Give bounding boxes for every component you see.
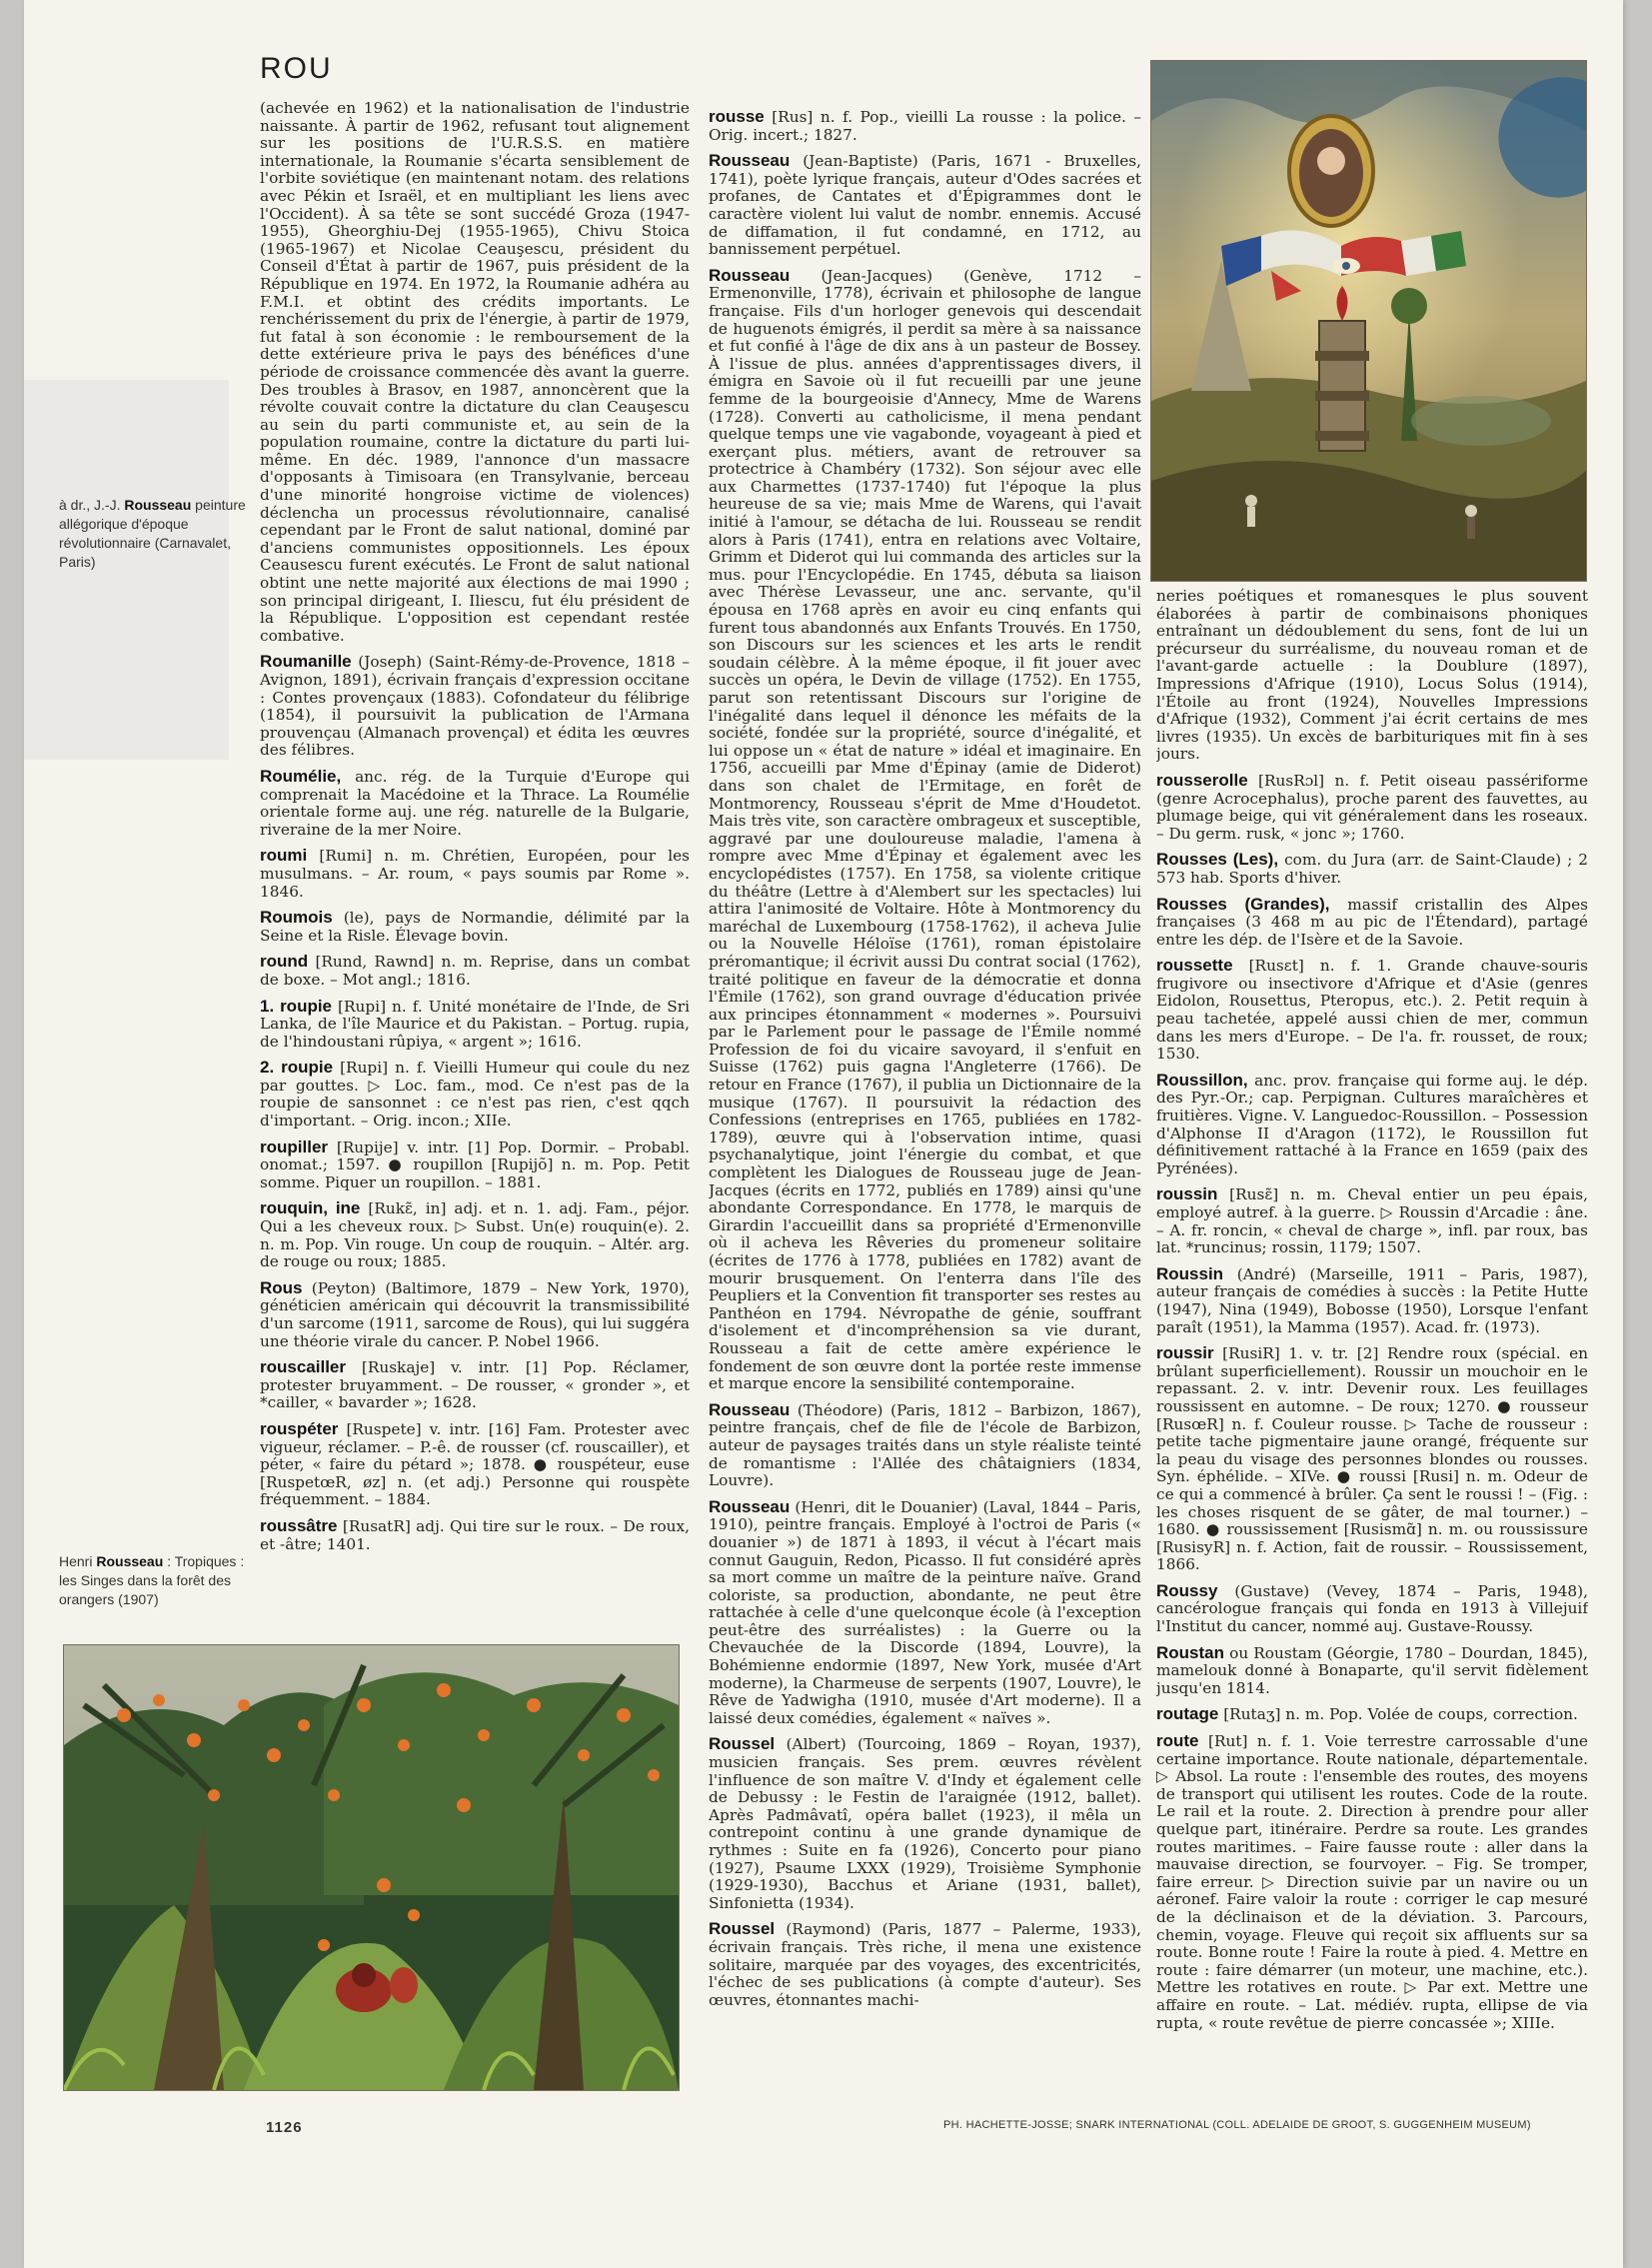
dictionary-entry xyxy=(709,108,1141,144)
entry-definition: (Jean-Jacques) (Genève, 1712 – Ermenonville, 1778), écrivain et philosophe de langue française. Fils d'un horloger genevois qui descendait de huguenots émigrés, il perdit sa mère à sa naissance et fut confié à l'âge de dix ans à un pasteur de Bossey. À l'issue de plus. années d'apprentissages divers, il émigra en Savoie où il fut recueilli par une jeune femme de la bourgeoisie d'Annecy, Mme de Warens (1728). Converti au catholicisme, il mena pendant quelque temps une vie vagabonde, voyageant à pied et exerçant plus. métiers, avant de retrouver sa protectrice à Chambéry (1732). Son séjour avec elle aux Charmettes (1737-1740) fut l'époque la plus heureuse de sa vie; mais Mme de Warens, qui l'avait initié à l'amour, se détacha de lui. Rousseau se rendit alors à Paris (1741), entra en relations avec Voltaire, Grimm et Diderot qui lui commanda des articles sur la mus. pour l'Encyclopédie. En 1745, débuta sa liaison avec Thérèse Levasseur, une anc. servante, qu'il épousa en 1768 après en avoir eu cinq enfants qui furent tous abandonnés aux Enfants Trouvés. En 1750, son Discours sur les sciences et les arts le rendit soudain célèbre. À la même époque, il fit jouer avec succès un opéra, le Devin de village (1752). En 1755, parut son retentissant Discours sur l'origine de l'inégalité dans lequel il dénonce les méfaits de la société, fondée sur la propriété, source d'inégalité, et lui oppose un « état de nature » idéal et imaginaire. En 1756, accueilli par Mme d'Épinay (amie de Diderot) dans son chalet de l'Ermitage, en forêt de Montmorency, Rousseau s'éprit de Mme d'Houdetot. Mais très vite, son caractère ombrageux et susceptible, aggravé par une douloureuse maladie, l'amena à rompre avec Mme d'Épinay et également avec les encyclopédistes (1757). En 1758, sa violente critique du théâtre (Lettre à d'Alembert sur les spectacles) lui attira l'animosité de Voltaire. Hôte à Montmorency du maréchal de Luxembourg (1758-1762), il acheva Julie ou la Nouvelle Héloïse (1761), roman épistolaire préromantique; il écrivit aussi Du contrat social (1762), traité politique en faveur de la démocratie et donna l'Émile (1762), son grand ouvrage d'éducation privée aux principes étonnamment « modernes ». Poursuivi par le Parlement pour le passage de l'Émile nommé Profession de foi du vicaire savoyard, il s'enfuit en Suisse (1762) puis gagna l'Angleterre (1766). De retour en France (1767), il publia un Dictionnaire de la musique (1767). Il poursuivit la rédaction des Confessions (entreprises en 1765, publiées en 1782-1789), œuvre qui à l'observation intime, quasi psychanalytique, joint l'énergie du combat, et que complètent les Dialogues de Rousseau juge de Jean-Jacques (écrits en 1772, publiés en 1789) ainsi qu'une abondante Correspondance. En 1778, le marquis de Girardin l'accueillit dans sa propriété d'Ermenonville où il acheva les Rêveries du promeneur solitaire (écrites de 1776 à 1778, publiées en 1782) avant de mourir brusquement. On l'enterra dans l'île des Peupliers et la Convention fit transporter ses restes au Panthéon en 1794. Névropathe de génie, souffrant d'isolement et d'incompréhension sa vie durant, Rousseau a fait de cette amère expérience le fondement de son œuvre dont la portée reste immense et marque encore la sensibilité contemporaine. xyxy=(709,266,1141,1393)
entry-definition: [Rumi] n. m. Chrétien, Européen, pour les musulmans. – Ar. roum, « pays soumis par Rome ». 1846. xyxy=(260,847,690,901)
text-column-1 xyxy=(260,100,690,1639)
entry-definition: [Rusɛt] n. f. 1. Grande chauve-souris frugivore ou insectivore d'Afrique et d'Asie (genres Eidolon, Rousettus, Pteropus, etc.). 2. Petit requin à peau tachetée, appelé aussi chien de mer, commun dans les mers d'Europe. – De l'a. fr. rousset, de roux; 1530. xyxy=(1156,957,1588,1064)
dictionary-entry xyxy=(260,653,690,760)
entry-definition: [Ruskaje] v. intr. [1] Pop. Réclamer, protester bruyamment. – De rousser, « gronder », et *cailler, « bavarder »; 1628. xyxy=(260,1358,690,1412)
dictionary-entry xyxy=(1156,1344,1588,1574)
entry-headword: roussette xyxy=(1156,956,1233,976)
entry-headword: roussâtre xyxy=(260,1515,338,1535)
dictionary-entry xyxy=(1156,1705,1588,1724)
dictionary-entry xyxy=(260,1059,690,1130)
dictionary-entry xyxy=(1156,1644,1588,1698)
entry-definition: com. du Jura (arr. de Saint-Claude) ; 2 573 hab. Sports d'hiver. xyxy=(1156,851,1588,887)
photo-credit: PH. HACHETTE-JOSSE; SNARK INTERNATIONAL (COLL. ADELAIDE DE GROOT, S. GUGGENHEIM MUSEUM) xyxy=(943,2119,1531,2131)
entry-definition: [Ruspete] v. intr. [16] Fam. Protester avec vigueur, réclamer. – P.-ê. de rousser (cf. rouscailler), et péter, « faire du pétard »; 1878. ● rouspéteur, euse [RuspetœR, øz] n. (et adj.) Personne qui rouspète fréquemment. – 1884. xyxy=(260,1419,690,1509)
dictionary-entry xyxy=(260,847,690,901)
page-number: 1126 xyxy=(266,2119,303,2136)
entry-definition: (Albert) (Tourcoing, 1869 – Royan, 1937), musicien français. Ses prem. œuvres révèlent l'influence de son maître V. d'Indy et également celle de Debussy : le Festin de l'araignée (1912, ballet). Après Padmâvatî, opéra ballet (1923), il mêla un contrepoint continu à une grande dynamique de rythmes : Suite en fa (1926), Concerto pour piano (1927), Psaume LXXX (1929), Troisième Symphonie (1929-1930), Bacchus et Ariane (1931, ballet), Sinfonietta (1934). xyxy=(709,1735,1141,1912)
dictionary-entry xyxy=(709,1920,1141,2009)
caption-rest: peinture allégorique d'époque révolutionnaire (Carnavalet, Paris) xyxy=(59,497,246,570)
jungle-painting-art xyxy=(64,1645,679,2090)
dictionary-entry xyxy=(260,953,690,989)
dictionary-page xyxy=(24,0,1623,2268)
entry-headword: Roumanille xyxy=(260,652,352,672)
dictionary-entry xyxy=(1156,957,1588,1064)
dictionary-entry xyxy=(1156,588,1588,764)
entry-headword: routage xyxy=(1156,1704,1219,1724)
dictionary-entry xyxy=(1156,851,1588,887)
entry-headword: Rousseau xyxy=(709,151,791,171)
dictionary-entry xyxy=(709,1735,1141,1912)
dictionary-entry xyxy=(260,1279,690,1350)
allegorical-painting-rousseau xyxy=(1150,60,1587,582)
entry-definition: [Rutaʒ] n. m. Pop. Volée de coups, correction. xyxy=(1223,1705,1578,1724)
entry-definition: [Rus] n. f. Pop., vieilli La rousse : la police. – Orig. incert.; 1827. xyxy=(709,108,1141,144)
entry-definition: (Gustave) (Vevey, 1874 – Paris, 1948), cancérologue français qui fonda en 1913 à Villejuif l'Institut du cancer, nommé auj. Gustave-Roussy. xyxy=(1156,1581,1588,1636)
caption-bottom-image xyxy=(59,1552,264,1609)
entry-definition: (Joseph) (Saint-Rémy-de-Provence, 1818 – Avignon, 1891), écrivain français d'expression occitane : Contes provençaux (1883). Cofondateur du félibrige (1854), il poursuivit la publication de l'Armana prouvençau (Almanach provençal) et édita les œuvres des félibres. xyxy=(260,653,690,760)
entry-definition: [RusRɔl] n. f. Petit oiseau passériforme (genre Acrocephalus), proche parent des fauvettes, au plumage beige, qui vit généralement dans les roseaux. – Du germ. rusk, « jonc »; 1760. xyxy=(1156,771,1588,843)
entry-headword: 1. roupie xyxy=(260,996,333,1016)
entry-headword: roussir xyxy=(1156,1343,1214,1363)
dictionary-entry xyxy=(1156,1732,1588,2032)
dictionary-entry xyxy=(260,1199,690,1270)
entry-definition: anc. rég. de la Turquie d'Europe qui comprenait la Macédoine et la Thrace. La Roumélie orientale forme auj. une rég. naturelle de la Bulgarie, riveraine de la mer Noire. xyxy=(260,767,690,839)
entry-definition: massif cristallin des Alpes françaises (3 468 m au pic de l'Étendard), partagé entre les dép. de l'Isère et de la Savoie. xyxy=(1156,895,1588,949)
dictionary-entry xyxy=(709,152,1141,259)
entry-definition: neries poétiques et romanesques le plus souvent élaborées à partir de combinaisons phoniques entraînant un dédoublement du sens, font de lui un précurseur du surréalisme, du nouveau roman et de l'avant-garde actuelle : la Doublure (1897), Impressions d'Afrique (1910), Locus Solus (1914), l'Étoile au front (1924), Nouvelles Impressions d'Afrique (1932), Comment j'ai écrit certains de mes livres (1935). Un excès de barbituriques mit fin à ses jours. xyxy=(1156,588,1588,764)
caption-prefix: Henri xyxy=(59,1553,93,1569)
entry-definition: (Henri, dit le Douanier) (Laval, 1844 – Paris, 1910), peintre français. Employé à l'octroi de Paris (« douanier ») de 1871 à 1893, il vécut à l'écart mais connut Gauguin, Redon, Picasso. Il fut considéré après sa mort comme un maître de la peinture naïve. Grand coloriste, sa production, abondante, ne peut être rattachée à celle d'une quelconque école (à l'exception peut-être des surréalistes) : la Guerre ou la Chevauchée de la Discorde (1894, Louvre), la Bohémienne endormie (1897, New York, musée d'Art moderne), la Charmeuse de serpents (1907, Louvre), le Rêve de Yadwigha (1910, musée d'Art moderne). Il a laissé deux comédies, également « naïves ». xyxy=(709,1497,1141,1727)
entry-headword: rouspéter xyxy=(260,1418,339,1438)
entry-headword: Roussillon, xyxy=(1156,1070,1248,1090)
entry-headword: 2. roupie xyxy=(260,1058,334,1078)
entry-headword: rousserolle xyxy=(1156,770,1248,790)
entry-definition: [RusiR] 1. v. tr. [2] Rendre roux (spécial. en brûlant superficiellement). Roussir un mouchoir en le repassant. 2. v. intr. Devenir roux. Les feuillages roussissent en automne. – De roux; 1270. ● rousseur [RusœR] n. f. Couleur rousse. ▷ Tache de rousseur : petite tache pigmentaire jaune orangé, fréquente sur la peau du visage des personnes blondes ou rousses. Syn. éphélide. – XIVe. ● roussi [Rusi] n. m. Odeur de ce qui a commencé à brûler. Ça sent le roussi ! – (Fig. : les choses risquent de se gâter, de mal tourner.) – 1680. ● roussissement [Rusismɑ̃] n. m. ou roussissure [RusisyR] n. f. Action, fait de roussir. – Roussissement, 1866. xyxy=(1156,1344,1588,1574)
entry-headword: route xyxy=(1156,1731,1199,1751)
dictionary-entry xyxy=(260,1138,690,1192)
entry-headword: roupiller xyxy=(260,1136,329,1156)
entry-headword: Roussin xyxy=(1156,1263,1224,1283)
entry-headword: Rousseau xyxy=(709,1399,791,1419)
entry-headword: Roussel xyxy=(709,1734,776,1754)
entry-headword: Rousses (Grandes), xyxy=(1156,894,1330,914)
dictionary-entry xyxy=(260,909,690,945)
entry-definition: [RusatR] adj. Qui tire sur le roux. – De roux, et -âtre; 1401. xyxy=(260,1516,690,1553)
entry-definition: [Rupi] n. f. Unité monétaire de l'Inde, de Sri Lanka, de l'île Maurice et du Pakistan. – Portug. rupia, de l'hindoustani rûpiya, « argent »; 1616. xyxy=(260,997,690,1051)
running-head: ROU xyxy=(260,52,333,85)
entry-headword: rouquin, ine xyxy=(260,1198,361,1218)
caption-name: Rousseau xyxy=(124,497,192,513)
caption-prefix: à dr., J.-J. xyxy=(59,497,121,513)
dictionary-entry xyxy=(260,1420,690,1509)
jungle-painting-henri-rousseau xyxy=(63,1644,680,2091)
entry-headword: Rousses (Les), xyxy=(1156,850,1279,870)
allegorical-painting-art xyxy=(1151,61,1586,581)
entry-definition: (le), pays de Normandie, délimité par la Seine et la Risle. Élevage bovin. xyxy=(260,909,690,945)
entry-definition: ou Roustam (Géorgie, 1780 – Dourdan, 1845), mamelouk donné à Bonaparte, qu'il servit fidèlement jusqu'en 1814. xyxy=(1156,1643,1588,1697)
entry-headword: roussin xyxy=(1156,1184,1218,1204)
entry-headword: Roumois xyxy=(260,908,333,928)
dictionary-entry xyxy=(709,1498,1141,1728)
dictionary-entry xyxy=(1156,1072,1588,1178)
entry-definition: (Théodore) (Paris, 1812 – Barbizon, 1867), peintre français, chef de file de l'école de Barbizon, auteur de paysages traités dans un style réaliste teinté de romantisme : l'Allée des châtaigniers (1834, Louvre). xyxy=(709,1400,1141,1490)
text-column-3 xyxy=(1156,588,1588,2107)
entry-headword: rousse xyxy=(709,107,765,126)
entry-headword: Rousseau xyxy=(709,1496,791,1516)
dictionary-entry xyxy=(260,1358,690,1412)
entry-headword: Rousseau xyxy=(709,265,791,285)
entry-definition: [Rusɛ̃] n. m. Cheval entier un peu épais, employé autref. à la guerre. ▷ Roussin d'Arcadie : âne. – A. fr. roncin, « cheval de charge », infl. par roux, bas lat. *runcinus; rossin, 1179; 1507. xyxy=(1156,1185,1588,1257)
dictionary-entry xyxy=(1156,896,1588,950)
dictionary-entry xyxy=(1156,772,1588,843)
dictionary-entry xyxy=(1156,1582,1588,1636)
dictionary-entry xyxy=(260,768,690,839)
dictionary-entry xyxy=(1156,1185,1588,1256)
dictionary-entry xyxy=(260,998,690,1052)
dictionary-entry xyxy=(260,100,690,645)
entry-headword: Roussel xyxy=(709,1919,776,1939)
caption-rest: : Tropiques : les Singes dans la forêt des orangers (1907) xyxy=(59,1553,245,1607)
entry-definition: (Raymond) (Paris, 1877 – Palerme, 1933), écrivain français. Très riche, il mena une existence solitaire, marquée par des voyages, des excentricités, l'échec de ses publications (à compte d'auteur). Ses œuvres, étonnantes machi- xyxy=(709,1920,1141,2009)
dictionary-entry xyxy=(709,267,1141,1393)
entry-definition: [Rupi] n. f. Vieilli Humeur qui coule du nez par gouttes. ▷ Loc. fam., mod. Ce n'est pas de la roupie de sansonnet : ce n'est pas rien, c'est qqch d'important. – Orig. incon.; XIIe. xyxy=(260,1059,690,1131)
dictionary-entry xyxy=(260,1517,690,1553)
entry-definition: [Rund, Rawnd] n. m. Reprise, dans un combat de boxe. – Mot angl.; 1816. xyxy=(260,953,690,989)
entry-headword: round xyxy=(260,952,309,972)
caption-name: Rousseau xyxy=(96,1553,164,1569)
entry-definition: [Rupije] v. intr. [1] Pop. Dormir. – Probabl. onomat.; 1597. ● roupillon [Rupijõ] n. m. Pop. Petit somme. Piquer un roupillon. – 1881. xyxy=(260,1137,690,1191)
entry-definition: [Rut] n. f. 1. Voie terrestre carrossable d'une certaine importance. Route nationale, départementale. ▷ Absol. La route : l'ensemble des routes, des moyens de transport qui utilisent les routes. Code de la route. Le rail et la route. 2. Direction à prendre pour aller quelque part, itinéraire. Perdre sa route. Les grandes routes maritimes. – Faire fausse route : aller dans la mauvaise direction, se fourvoyer. – Fig. Se tromper, faire erreur. ▷ Direction suivie par un navire ou un aéronef. Faire valoir la route : corriger le cap mesuré de la déclinaison et de la déviation. 3. Parcours, chemin, voyage. Fleuve qui reçoit six affluents sur sa route. Bonne route ! Faire la route à pied. 4. Mettre en route : faire démarrer (un moteur, une machine, etc.). Mettre les rotatives en route. ▷ Par ext. Mettre une affaire en route. – Lat. médiév. rupta, ellipse de via rupta, « route revêtue de pierre concassée »; XIIIe. xyxy=(1156,1732,1588,2032)
entry-headword: Roumélie, xyxy=(260,766,342,786)
dictionary-entry xyxy=(1156,1265,1588,1336)
entry-definition: [Rukɛ̃, in] adj. et n. 1. adj. Fam., péjor. Qui a les cheveux roux. ▷ Subst. Un(e) rouquin(e). 2. n. m. Pop. Vin rouge. Un coup de rouquin. – Altér. arg. de rouge ou roux; 1885. xyxy=(260,1199,690,1271)
entry-headword: Roustan xyxy=(1156,1642,1224,1662)
entry-definition: (achevée en 1962) et la nationalisation de l'industrie naissante. À partir de 1962, refusant tout alignement sur les positions de l'U.R.S.S. en matière internationale, la Roumanie s'écarta sensiblement de l'orbite soviétique (en maintenant notam. des relations avec Pékin et Israël, et en multipliant les liens avec l'Occident). À sa tête se sont succédé Groza (1947-1955), Gheorghiu-Dej (1955-1965), Chivu Stoica (1965-1967) et Nicolae Ceauşescu, président du Conseil d'État à partir de 1967, puis président de la République en 1974. En 1972, la Roumanie adhéra au F.M.I. et obtint des crédits importants. Le renchérissement du prix de l'énergie, à partir de 1979, fut fatal à son économie : le remboursement de la dette extérieure priva le pays des bénéfices d'une période de croissance commencée dès avant la guerre. Des troubles à Brasov, en 1987, annoncèrent que la révolte couvait contre la dictature du clan Ceauşescu au sein du parti communiste et, au sein de la population roumaine, contre la dictature du parti lui-même. En déc. 1989, l'annonce d'un massacre d'opposants à Timisoara (en Transylvanie, berceau d'une minorité hongroise victime de violences) déclencha un processus révolutionnaire, canalisé cependant par le Front de salut national, dominé par d'anciens communistes oppositionnels. Les époux Ceausescu furent exécutés. Le Front de salut national obtint une nette majorité aux élections de mai 1990 ; son principal dirigeant, I. Iliescu, fut élu président de la République. L'opposition est cependant restée combative. xyxy=(260,100,690,645)
entry-headword: Rous xyxy=(260,1277,303,1297)
text-column-2 xyxy=(709,100,1141,2104)
entry-definition: anc. prov. française qui forme auj. le dép. des Pyr.-Or.; cap. Perpignan. Cultures maraîchères et fruitières. Vigne. V. Languedoc-Roussillon. – Possession d'Alphonse II d'Aragon (1172), le Roussillon fut définitivement rattaché à la France en 1659 (paix des Pyrénées). xyxy=(1156,1071,1588,1177)
entry-headword: rouscailler xyxy=(260,1357,346,1377)
entry-definition: (Jean-Baptiste) (Paris, 1671 - Bruxelles, 1741), poète lyrique français, auteur d'Odes sacrées et profanes, de Cantates et d'Épigrammes dont le caractère violent lui valut de nombr. ennemis. Accusé de diffamation, il fut condamné, en 1712, au bannissement perpétuel. xyxy=(709,152,1141,259)
dictionary-entry xyxy=(709,1401,1141,1490)
caption-top-image xyxy=(59,496,249,572)
entry-headword: roumi xyxy=(260,846,308,866)
entry-definition: (Peyton) (Baltimore, 1879 – New York, 1970), généticien américain qui découvrit la transmissibilité d'un sarcome (1911, sarcome de Rous), qui lui suggéra une théorie virale du cancer. P. Nobel 1966. xyxy=(260,1278,690,1350)
entry-definition: (André) (Marseille, 1911 – Paris, 1987), auteur français de comédies à succès : la Petite Hutte (1947), Nina (1949), Bobosse (1950), Lorsque l'enfant paraît (1951), la Mamma (1957). Acad. fr. (1973). xyxy=(1156,1264,1588,1336)
entry-headword: Roussy xyxy=(1156,1580,1218,1600)
